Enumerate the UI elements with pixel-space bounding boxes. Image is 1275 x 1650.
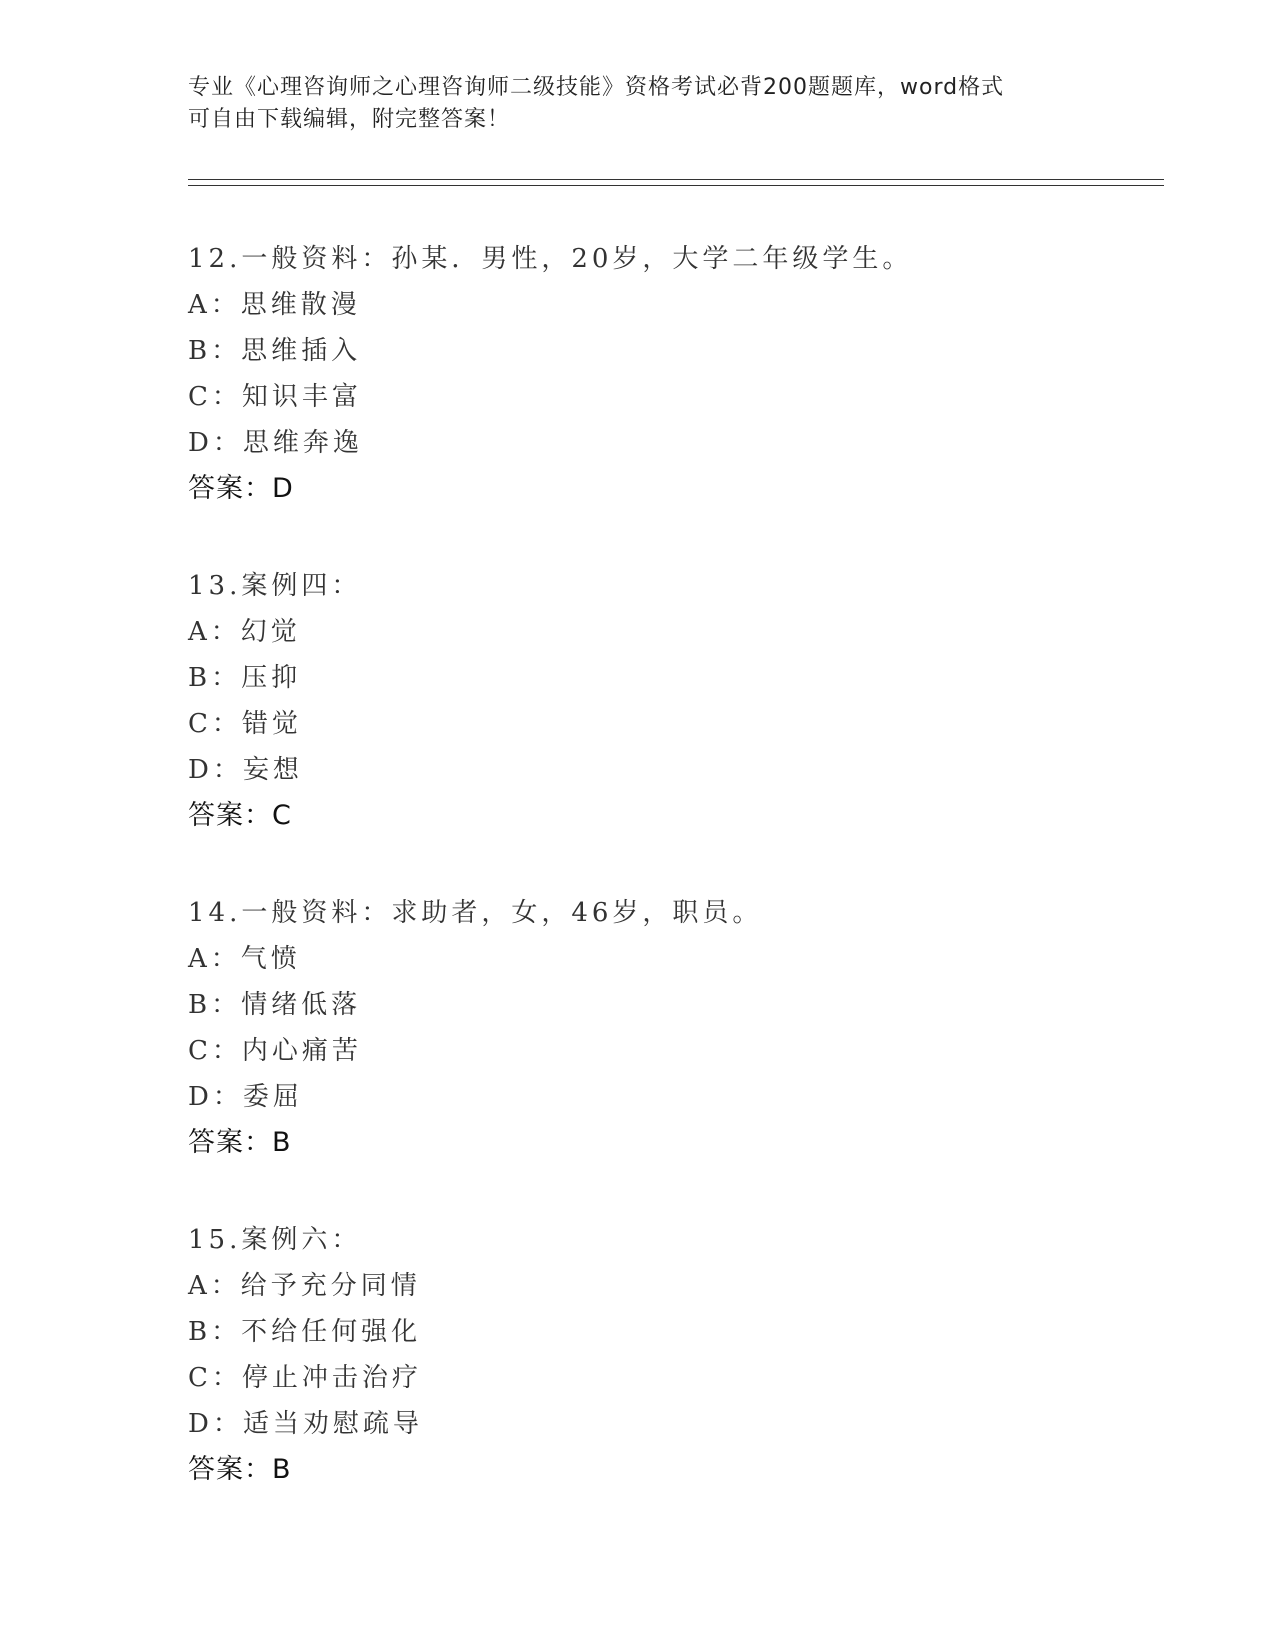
question-15 [188, 1217, 1168, 1493]
header-line-2: 可自由下载编辑，附完整答案！ [188, 107, 511, 132]
option-a: A：给予充分同情 [188, 1271, 421, 1301]
option-a: A：思维散漫 [188, 290, 361, 320]
question-stem: 15.案例六： [188, 1225, 362, 1255]
answer: 答案：B [188, 1127, 292, 1158]
header-divider-top [188, 179, 1164, 180]
option-b: B：情绪低落 [188, 990, 362, 1020]
option-b: B：思维插入 [188, 336, 362, 366]
option-a: A：幻觉 [188, 617, 301, 647]
question-12 [188, 236, 1168, 512]
option-c: C：知识丰富 [188, 382, 362, 412]
answer: 答案：B [188, 1454, 292, 1485]
header-divider-bottom [188, 185, 1164, 186]
question-13 [188, 563, 1168, 839]
answer: 答案：C [188, 800, 292, 831]
question-14 [188, 890, 1168, 1166]
option-d: D：妄想 [188, 755, 303, 785]
question-stem: 13.案例四： [188, 571, 362, 601]
option-b: B：不给任何强化 [188, 1317, 422, 1347]
question-stem: 14.一般资料：求助者，女，46岁，职员。 [188, 898, 763, 928]
option-d: D：思维奔逸 [188, 428, 363, 458]
option-c: C：停止冲击治疗 [188, 1363, 422, 1393]
document-header [188, 72, 1088, 136]
option-c: C：内心痛苦 [188, 1036, 362, 1066]
header-line-1: 专业《心理咨询师之心理咨询师二级技能》资格考试必背200题题库，word格式 [188, 75, 1005, 100]
answer: 答案：D [188, 473, 294, 504]
option-d: D：委屈 [188, 1082, 303, 1112]
option-b: B：压抑 [188, 663, 302, 693]
question-list [188, 236, 1168, 1544]
option-a: A：气愤 [188, 944, 301, 974]
question-stem: 12.一般资料：孙某．男性，20岁，大学二年级学生。 [188, 244, 913, 274]
option-c: C：错觉 [188, 709, 302, 739]
option-d: D：适当劝慰疏导 [188, 1409, 423, 1439]
